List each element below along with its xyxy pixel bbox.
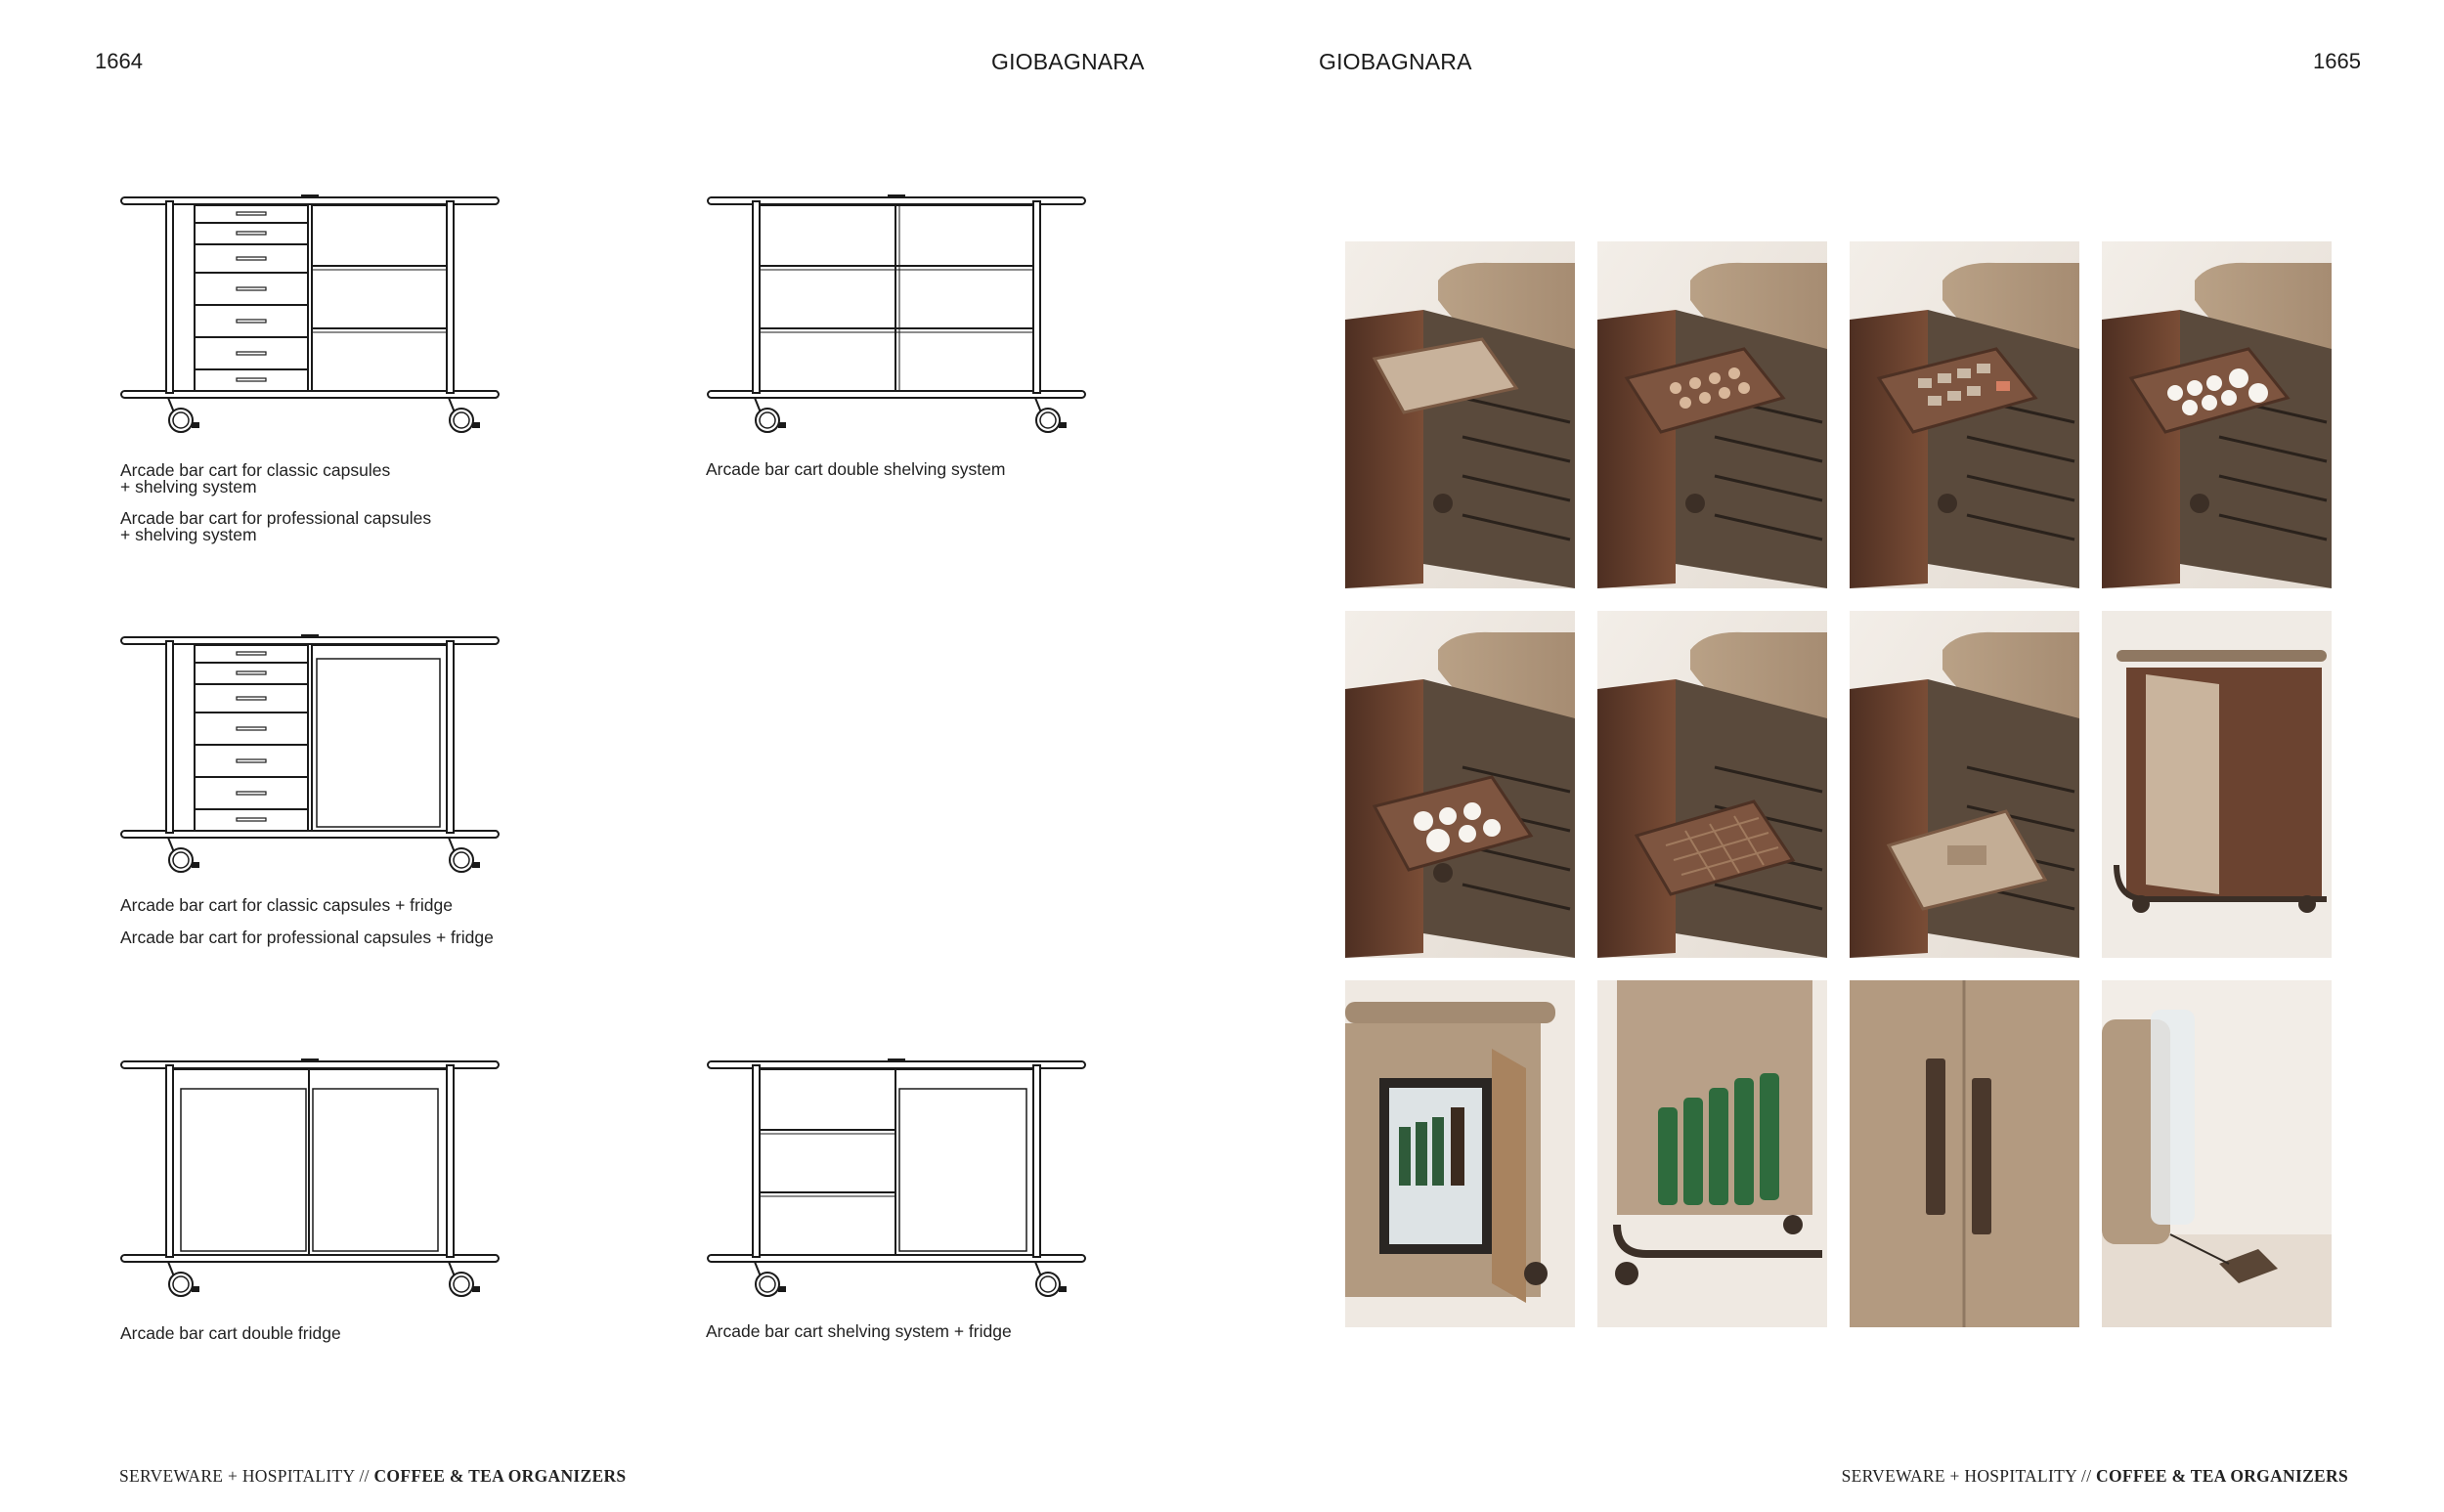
cart-drawing-classic-shelving <box>119 194 502 433</box>
caption-shelving-fridge: Arcade bar cart shelving system + fridge <box>706 1321 1012 1341</box>
product-photo-drawer-empty <box>1345 241 1575 588</box>
cart-drawing-shelving-fridge <box>706 1058 1089 1297</box>
product-photo-drawer-cups <box>2102 241 2332 588</box>
product-photo-handles <box>1850 980 2079 1327</box>
caption-double-shelving: Arcade bar cart double shelving system <box>706 459 1006 479</box>
left-footer <box>119 1466 626 1487</box>
product-photo-water-bottles <box>1597 980 1827 1327</box>
caption-classic-fridge: Arcade bar cart for classic capsules + fridge <box>120 895 453 915</box>
product-photo-drawer-tray <box>1850 611 2079 958</box>
caption-line: + shelving system <box>120 477 257 497</box>
caption-professional-fridge: Arcade bar cart for professional capsules + fridge <box>120 928 494 947</box>
product-photo-drawer-grid <box>1597 611 1827 958</box>
caption-line: Arcade bar cart for classic capsules <box>120 460 391 480</box>
product-photo-minifridge <box>1345 980 1575 1327</box>
product-photo-drawer-saucers <box>1345 611 1575 958</box>
left-brand-logo: GIOBAGNARA <box>991 49 1145 74</box>
cart-drawing-double-fridge <box>119 1058 502 1297</box>
right-page-number: 1665 <box>2313 49 2361 73</box>
footer-category: COFFEE & TEA ORGANIZERS <box>2096 1466 2348 1486</box>
product-photo-kettle <box>2102 980 2332 1327</box>
footer-category: COFFEE & TEA ORGANIZERS <box>373 1466 627 1486</box>
product-photo-drawer-capsules <box>1597 241 1827 588</box>
caption-classic-shelving <box>120 462 431 543</box>
right-brand-logo: GIOBAGNARA <box>1319 49 1472 74</box>
footer-section: SERVEWARE + HOSPITALITY // <box>1841 1466 2097 1486</box>
caption-double-fridge: Arcade bar cart double fridge <box>120 1323 341 1343</box>
right-footer <box>1842 1466 2348 1487</box>
footer-section: SERVEWARE + HOSPITALITY // <box>119 1466 374 1486</box>
product-photo-cart-open-door <box>2102 611 2332 958</box>
left-page-number: 1664 <box>95 49 143 73</box>
caption-line: + shelving system <box>120 525 257 544</box>
cart-drawing-classic-fridge <box>119 633 502 873</box>
product-photo-drawer-pods <box>1850 241 2079 588</box>
cart-drawing-double-shelving <box>706 194 1089 433</box>
caption-line: Arcade bar cart for professional capsules <box>120 508 432 528</box>
